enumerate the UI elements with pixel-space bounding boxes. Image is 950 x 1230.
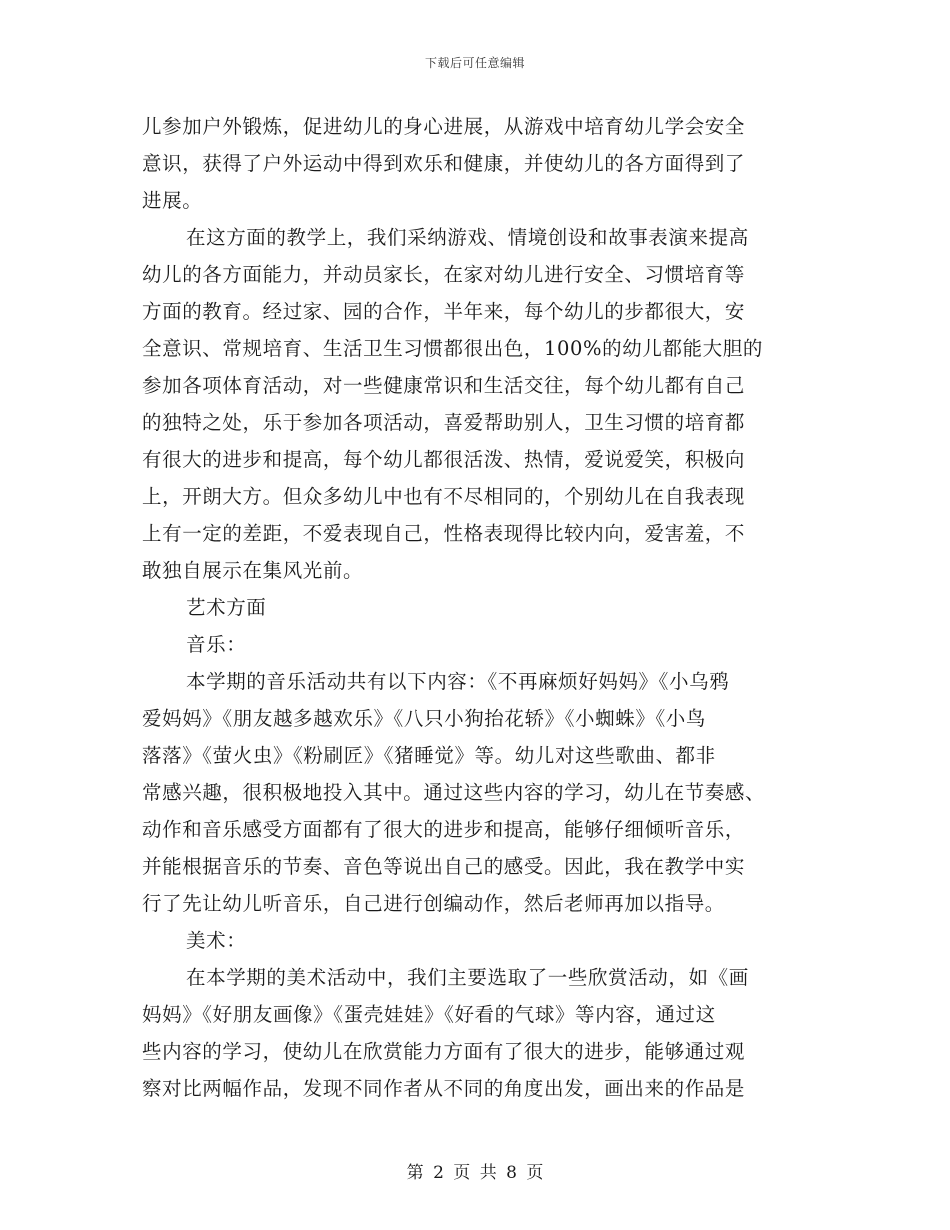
text-line: 有很大的进步和提高，每个幼儿都很活泼、热情，爱说爱笑，积极向 xyxy=(142,448,746,471)
document-body xyxy=(142,108,802,1107)
text-line: 些内容的学习，使幼儿在欣赏能力方面有了很大的进步，能够通过观 xyxy=(142,1040,746,1063)
text-line: 全意识、常规培育、生活卫生习惯都很出色，100%的幼儿都能大胆的 xyxy=(142,337,763,360)
text-line: 进展。 xyxy=(142,189,203,212)
text-line: 落落》《萤火虫》《粉刷匠》《猪睡觉》等。幼儿对这些歌曲、都非 xyxy=(142,744,716,767)
text-line: 儿参加户外锻炼，促进幼儿的身心进展，从游戏中培育幼儿学会安全 xyxy=(142,115,746,138)
text-line: 在这方面的教学上，我们采纳游戏、情境创设和故事表演来提高 xyxy=(186,226,749,249)
text-line: 察对比两幅作品，发现不同作者从不同的角度出发，画出来的作品是 xyxy=(142,1077,746,1100)
text-line: 艺术方面 xyxy=(186,596,267,619)
text-line: 爱妈妈》《朋友越多越欢乐》《八只小狗抬花轿》《小蜘蛛》《小鸟 xyxy=(142,707,707,730)
page-header: 下载后可任意编辑 xyxy=(424,56,525,70)
text-line: 上有一定的差距，不爱表现自己，性格表现得比较内向，爱害羞，不 xyxy=(142,522,746,545)
text-line: 本学期的音乐活动共有以下内容：《不再麻烦好妈妈》《小乌鸦 xyxy=(186,670,730,693)
text-line: 美术： xyxy=(186,929,247,952)
text-line: 行了先让幼儿听音乐，自己进行创编动作，然后老师再加以指导。 xyxy=(142,892,725,915)
text-line: 动作和音乐感受方面都有了很大的进步和提高，能够仔细倾听音乐， xyxy=(142,818,746,841)
text-line: 敢独自展示在集风光前。 xyxy=(142,559,364,582)
text-line: 上，开朗大方。但众多幼儿中也有不尽相同的，个别幼儿在自我表现 xyxy=(142,485,746,508)
text-line: 音乐： xyxy=(186,633,247,656)
text-line: 的独特之处，乐于参加各项活动，喜爱帮助别人，卫生习惯的培育都 xyxy=(142,411,746,434)
text-line: 常感兴趣，很积极地投入其中。通过这些内容的学习，幼儿在节奏感、 xyxy=(142,781,766,804)
text-line: 妈妈》《好朋友画像》《蛋壳娃娃》《好看的气球》等内容，通过这 xyxy=(142,1003,716,1026)
text-line: 意识，获得了户外运动中得到欢乐和健康，并使幼儿的各方面得到了 xyxy=(142,152,746,175)
text-line: 并能根据音乐的节奏、音色等说出自己的感受。因此，我在教学中实 xyxy=(142,855,746,878)
text-line: 参加各项体育活动，对一些健康常识和生活交往，每个幼儿都有自己 xyxy=(142,374,746,397)
page-number-footer: 第 2 页 共 8 页 xyxy=(406,1163,544,1183)
text-line: 在本学期的美术活动中，我们主要选取了一些欣赏活动，如《画 xyxy=(186,966,749,989)
text-line: 方面的教育。经过家、园的合作，半年来，每个幼儿的步都很大，安 xyxy=(142,300,746,323)
text-line: 幼儿的各方面能力，并动员家长，在家对幼儿进行安全、习惯培育等 xyxy=(142,263,746,286)
